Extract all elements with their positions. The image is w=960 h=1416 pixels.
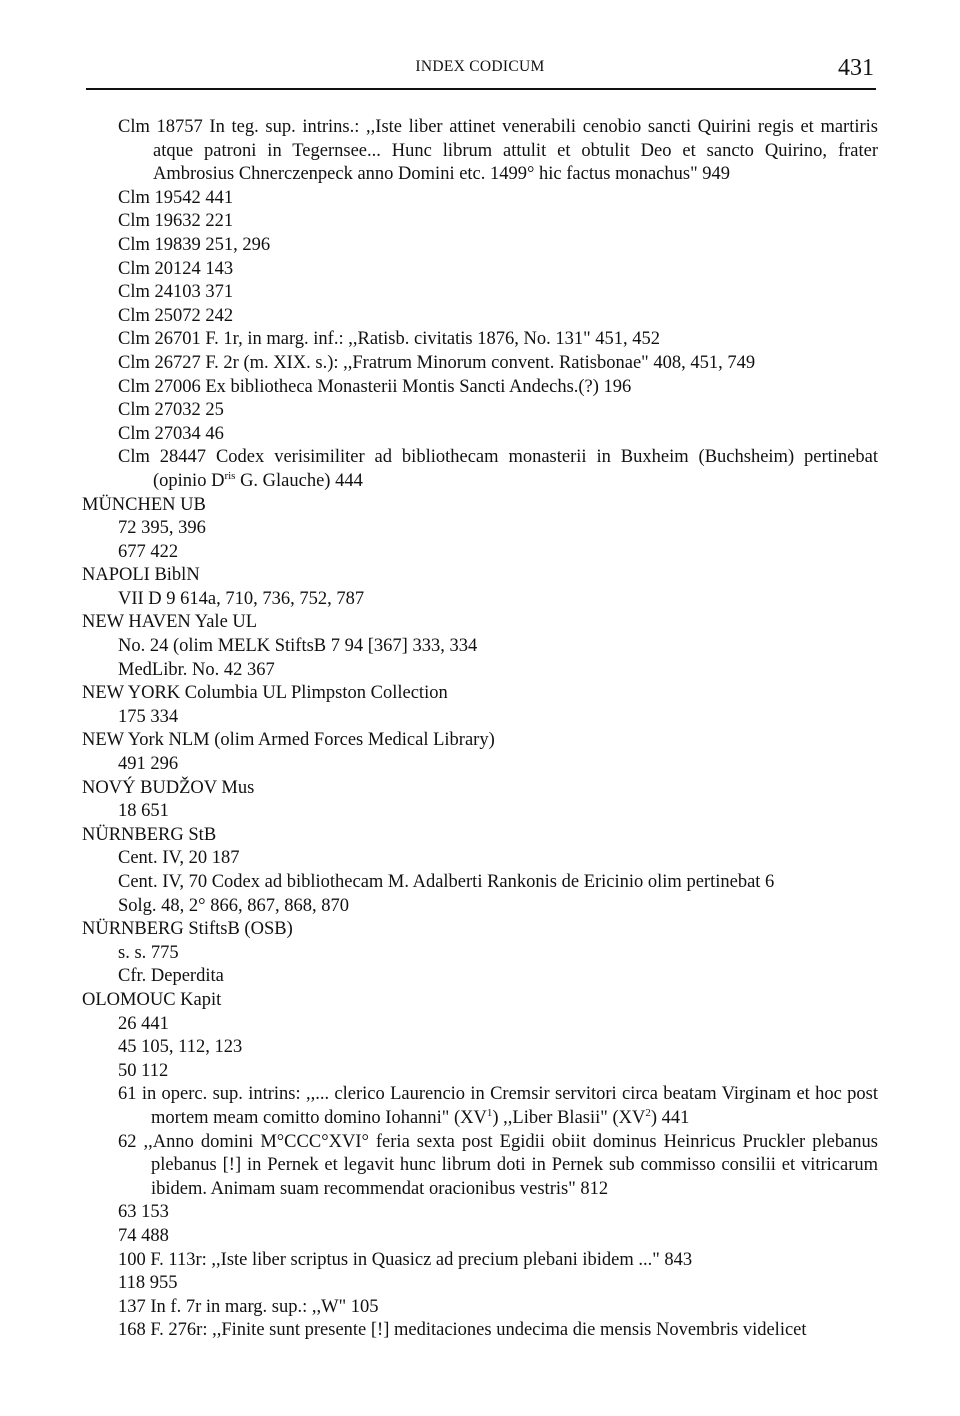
library-heading xyxy=(82,989,878,1013)
index-entry xyxy=(82,1225,878,1249)
entry-text: NEW YORK Columbia UL Plimpston Collection xyxy=(82,683,448,704)
entry-text: Clm 24103 371 xyxy=(118,282,234,303)
index-entry xyxy=(82,1319,878,1343)
entry-text: 175 334 xyxy=(118,706,179,727)
entry-text: NÜRNBERG StiftsB (OSB) xyxy=(82,919,293,940)
entry-text: 45 105, 112, 123 xyxy=(118,1037,243,1058)
library-heading xyxy=(82,918,878,942)
index-entry xyxy=(82,659,878,683)
entry-text: G. Glauche) 444 xyxy=(235,470,363,491)
entry-text: Clm 28447 Codex verisimiliter ad bibliothecam monasterii in Buxheim (Buchsheim) pertinebat (opinio D xyxy=(118,447,878,491)
entry-text: 168 F. 276r: ,,Finite sunt presente [!] meditaciones undecima die mensis Novembris videlicet xyxy=(118,1320,807,1341)
index-entry xyxy=(82,1013,878,1037)
entry-text: Cent. IV, 20 187 xyxy=(118,848,240,869)
index-entry xyxy=(82,234,878,258)
entry-text: s. s. 775 xyxy=(118,942,179,963)
index-entry xyxy=(82,706,878,730)
entry-text: Clm 19632 221 xyxy=(118,211,234,232)
entry-text: ) 441 xyxy=(650,1107,690,1128)
page-number: 431 xyxy=(838,55,874,81)
superscript: 1 xyxy=(486,1106,493,1119)
entry-text: Solg. 48, 2° 866, 867, 868, 870 xyxy=(118,895,349,916)
entry-text: ) ,,Liber Blasii" (XV xyxy=(492,1107,646,1128)
superscript: ris xyxy=(224,469,236,482)
index-entry xyxy=(82,753,878,777)
entry-text: NÜRNBERG StB xyxy=(82,824,217,845)
library-heading xyxy=(82,682,878,706)
entry-text: Clm 18757 In teg. sup. intrins.: ,,Iste liber attinet venerabili cenobio sancti Quirini regis et martiris atque patroni in Tegernsee... Hunc librum attulit et obtulit Deo et sancto Quirino, frater Ambrosius Chnerczenpeck anno Domini etc. 1499° hic factus monachus" 949 xyxy=(118,117,878,185)
index-entry xyxy=(82,635,878,659)
index-entry xyxy=(82,1249,878,1273)
running-header-title: INDEX CODICUM xyxy=(415,58,545,75)
index-entry xyxy=(82,210,878,234)
entry-text: Clm 20124 143 xyxy=(118,258,234,279)
index-entry xyxy=(82,942,878,966)
index-entry xyxy=(82,517,878,541)
index-entry xyxy=(82,258,878,282)
index-entry xyxy=(82,1201,878,1225)
entry-text: Clm 19839 251, 296 xyxy=(118,234,271,255)
entry-text: OLOMOUC Kapit xyxy=(82,989,222,1010)
entry-text: Clm 27006 Ex bibliotheca Monasterii Montis Sancti Andechs.(?) 196 xyxy=(118,376,632,397)
entry-text: 18 651 xyxy=(118,801,169,822)
library-heading xyxy=(82,777,878,801)
entry-text: 72 395, 396 xyxy=(118,518,206,539)
entry-text: Clm 27034 46 xyxy=(118,423,224,444)
index-entry xyxy=(82,399,878,423)
entry-text: Cfr. Deperdita xyxy=(118,966,224,987)
index-entry xyxy=(82,800,878,824)
index-entry xyxy=(82,588,878,612)
entry-text: 50 112 xyxy=(118,1060,169,1081)
index-entry xyxy=(82,116,878,187)
entry-text: 26 441 xyxy=(118,1013,169,1034)
entry-text: NOVÝ BUDŽOV Mus xyxy=(82,777,255,798)
entry-text: 118 955 xyxy=(118,1273,178,1294)
index-entries xyxy=(82,116,878,1343)
index-entry xyxy=(82,1083,878,1130)
entry-text: 100 F. 113r: ,,Iste liber scriptus in Quasicz ad precium plebani ibidem ..." 843 xyxy=(118,1249,693,1270)
library-heading xyxy=(82,611,878,635)
entry-text: 491 296 xyxy=(118,754,179,775)
entry-text: Clm 25072 242 xyxy=(118,305,234,326)
index-entry xyxy=(82,281,878,305)
index-entry xyxy=(82,1060,878,1084)
entry-text: 74 488 xyxy=(118,1225,169,1246)
library-heading xyxy=(82,824,878,848)
entry-text: NAPOLI BiblN xyxy=(82,565,200,586)
index-entry xyxy=(82,541,878,565)
index-entry xyxy=(82,446,878,493)
entry-text: 137 In f. 7r in marg. sup.: ,,W" 105 xyxy=(118,1296,379,1317)
index-entry xyxy=(82,376,878,400)
entry-text: No. 24 (olim MELK StiftsB 7 94 [367] 333, 334 xyxy=(118,636,478,657)
entry-text: 63 153 xyxy=(118,1202,169,1223)
entry-text: 62 ,,Anno domini M°CCC°XVI° feria sexta post Egidii obiit dominus Heinricus Pruckler plebanus plebanus [!] in Pernek et legavit hunc librum doti in Pernek sub commisso consilii et vitricarum ibidem. Animam suam recommendat oracionibus vestris" 812 xyxy=(118,1131,878,1199)
entry-text: Clm 26727 F. 2r (m. XIX. s.): ,,Fratrum Minorum convent. Ratisbonae" 408, 451, 749 xyxy=(118,352,756,373)
entry-text: Cent. IV, 70 Codex ad bibliothecam M. Adalberti Rankonis de Ericinio olim pertinebat 6 xyxy=(118,872,775,892)
entry-text: Clm 19542 441 xyxy=(118,187,234,208)
entry-text: 677 422 xyxy=(118,541,179,562)
index-entry xyxy=(82,1036,878,1060)
library-heading xyxy=(82,564,878,588)
entry-text: VII D 9 614a, 710, 736, 752, 787 xyxy=(118,588,365,609)
superscript: 2 xyxy=(645,1106,651,1119)
entry-text: Clm 26701 F. 1r, in marg. inf.: ,,Ratisb. civitatis 1876, No. 131" 451, 452 xyxy=(118,329,660,350)
index-entry xyxy=(82,352,878,376)
entry-text: MedLibr. No. 42 367 xyxy=(118,659,275,680)
index-entry xyxy=(82,187,878,211)
index-entry xyxy=(82,965,878,989)
entry-text: MÜNCHEN UB xyxy=(82,494,206,515)
entry-text: 61 in operc. sup. intrins: ,,... clerico Laurencio in Cremsir servitori circa beatam Virginam et hoc post mortem meam comitto domino Iohanni" (XV xyxy=(118,1084,878,1128)
index-entry xyxy=(82,423,878,447)
index-entry xyxy=(82,1272,878,1296)
library-heading xyxy=(82,494,878,518)
index-entry xyxy=(82,871,878,895)
index-entry xyxy=(82,847,878,871)
index-entry xyxy=(82,1131,878,1202)
index-entry xyxy=(82,895,878,919)
index-entry xyxy=(82,1296,878,1320)
entry-text: NEW HAVEN Yale UL xyxy=(82,612,258,633)
index-entry xyxy=(82,305,878,329)
entry-text: Clm 27032 25 xyxy=(118,400,224,421)
index-entry xyxy=(82,328,878,352)
entry-text: NEW York NLM (olim Armed Forces Medical Library) xyxy=(82,730,495,751)
library-heading xyxy=(82,729,878,753)
header-rule xyxy=(86,88,876,90)
